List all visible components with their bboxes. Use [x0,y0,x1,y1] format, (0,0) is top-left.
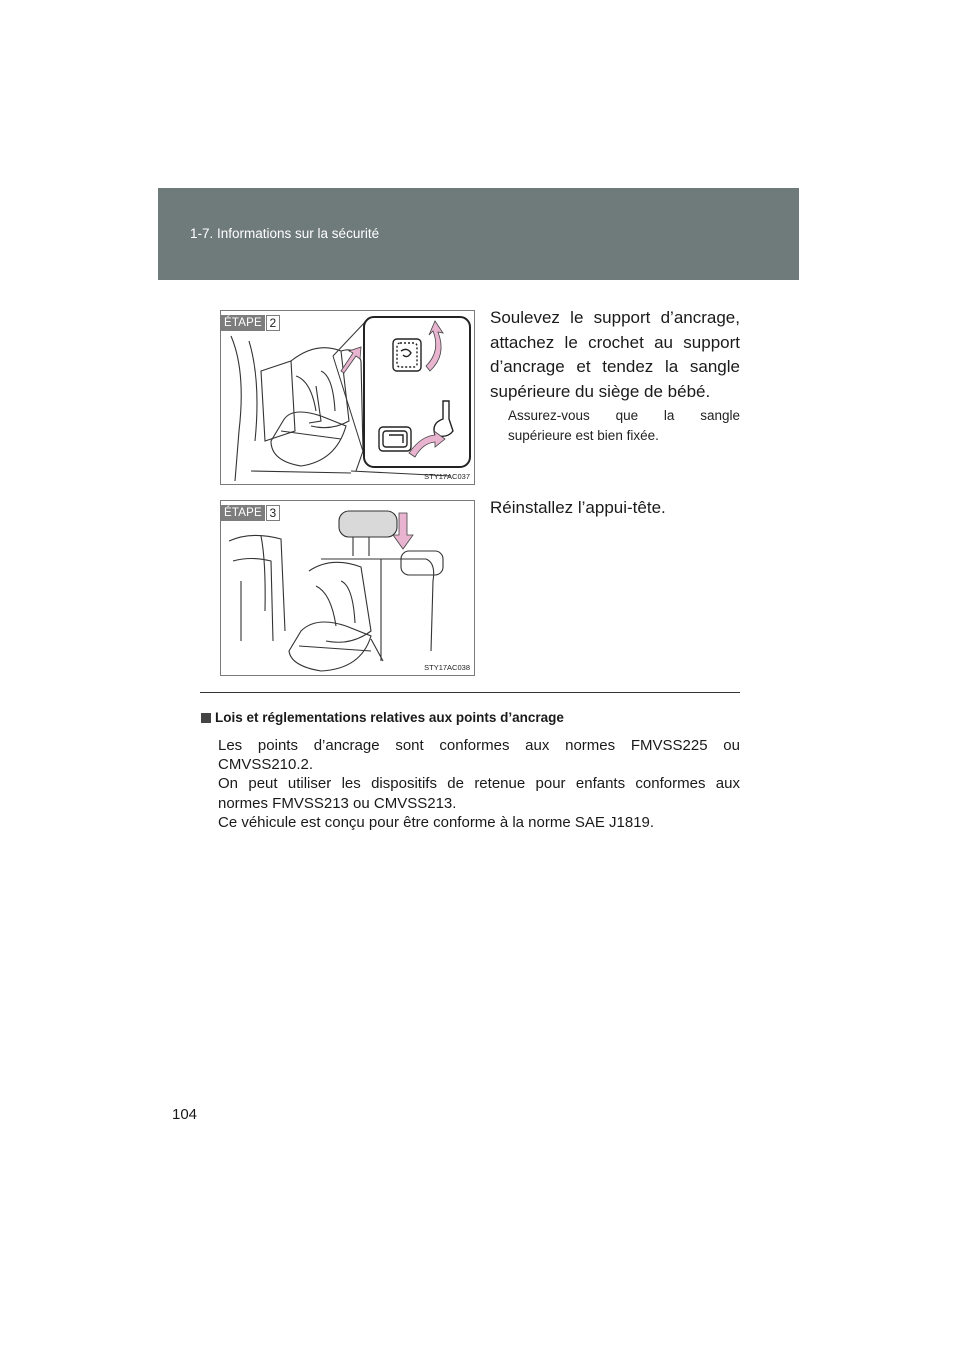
step-number: 3 [266,505,280,521]
section-title: 1-7. Informations sur la sécurité [190,226,380,241]
step-2-tag [221,315,280,331]
child-seat-anchor-drawing [221,311,475,485]
note-line: CMVSS210.2. [218,756,314,774]
figure-code: STY17AC037 [424,472,470,481]
section-divider [200,692,740,693]
figure-code: STY17AC038 [424,663,470,672]
note-heading [201,710,564,725]
note-line: Les points d’ancrage sont conformes aux normes FMVSS225 ou [218,737,740,754]
note-line: On peut utiliser les dispositifs de retenue pour enfants conformes aux [218,775,740,793]
note-line: normes FMVSS213 ou CMVSS213. [218,794,457,812]
step-label: ÉTAPE [221,505,265,521]
step-label: ÉTAPE [221,315,265,331]
step-3-instruction: Réinstallez l’appui-tête. [490,498,666,517]
step-2-instruction: Soulevez le support d’ancrage, attachez le crochet au support d’ancrage et tendez la sangle supérieure du siège de bébé. [490,308,740,401]
step-2-note: Assurez-vous que la sangle supérieure est bien fixée. [508,408,740,443]
step-2-illustration [220,310,475,485]
step-3-illustration [220,500,475,676]
headrest-reinstall-drawing [221,501,475,676]
note-line: Ce véhicule est conçu pour être conforme à la norme SAE J1819. [218,813,655,831]
step-number: 2 [266,315,280,331]
note-heading-text: Lois et réglementations relatives aux points d’ancrage [215,710,564,725]
page-number: 104 [172,1106,198,1123]
step-3-tag [221,505,280,521]
square-bullet-icon [201,713,211,723]
note-body [218,736,740,832]
